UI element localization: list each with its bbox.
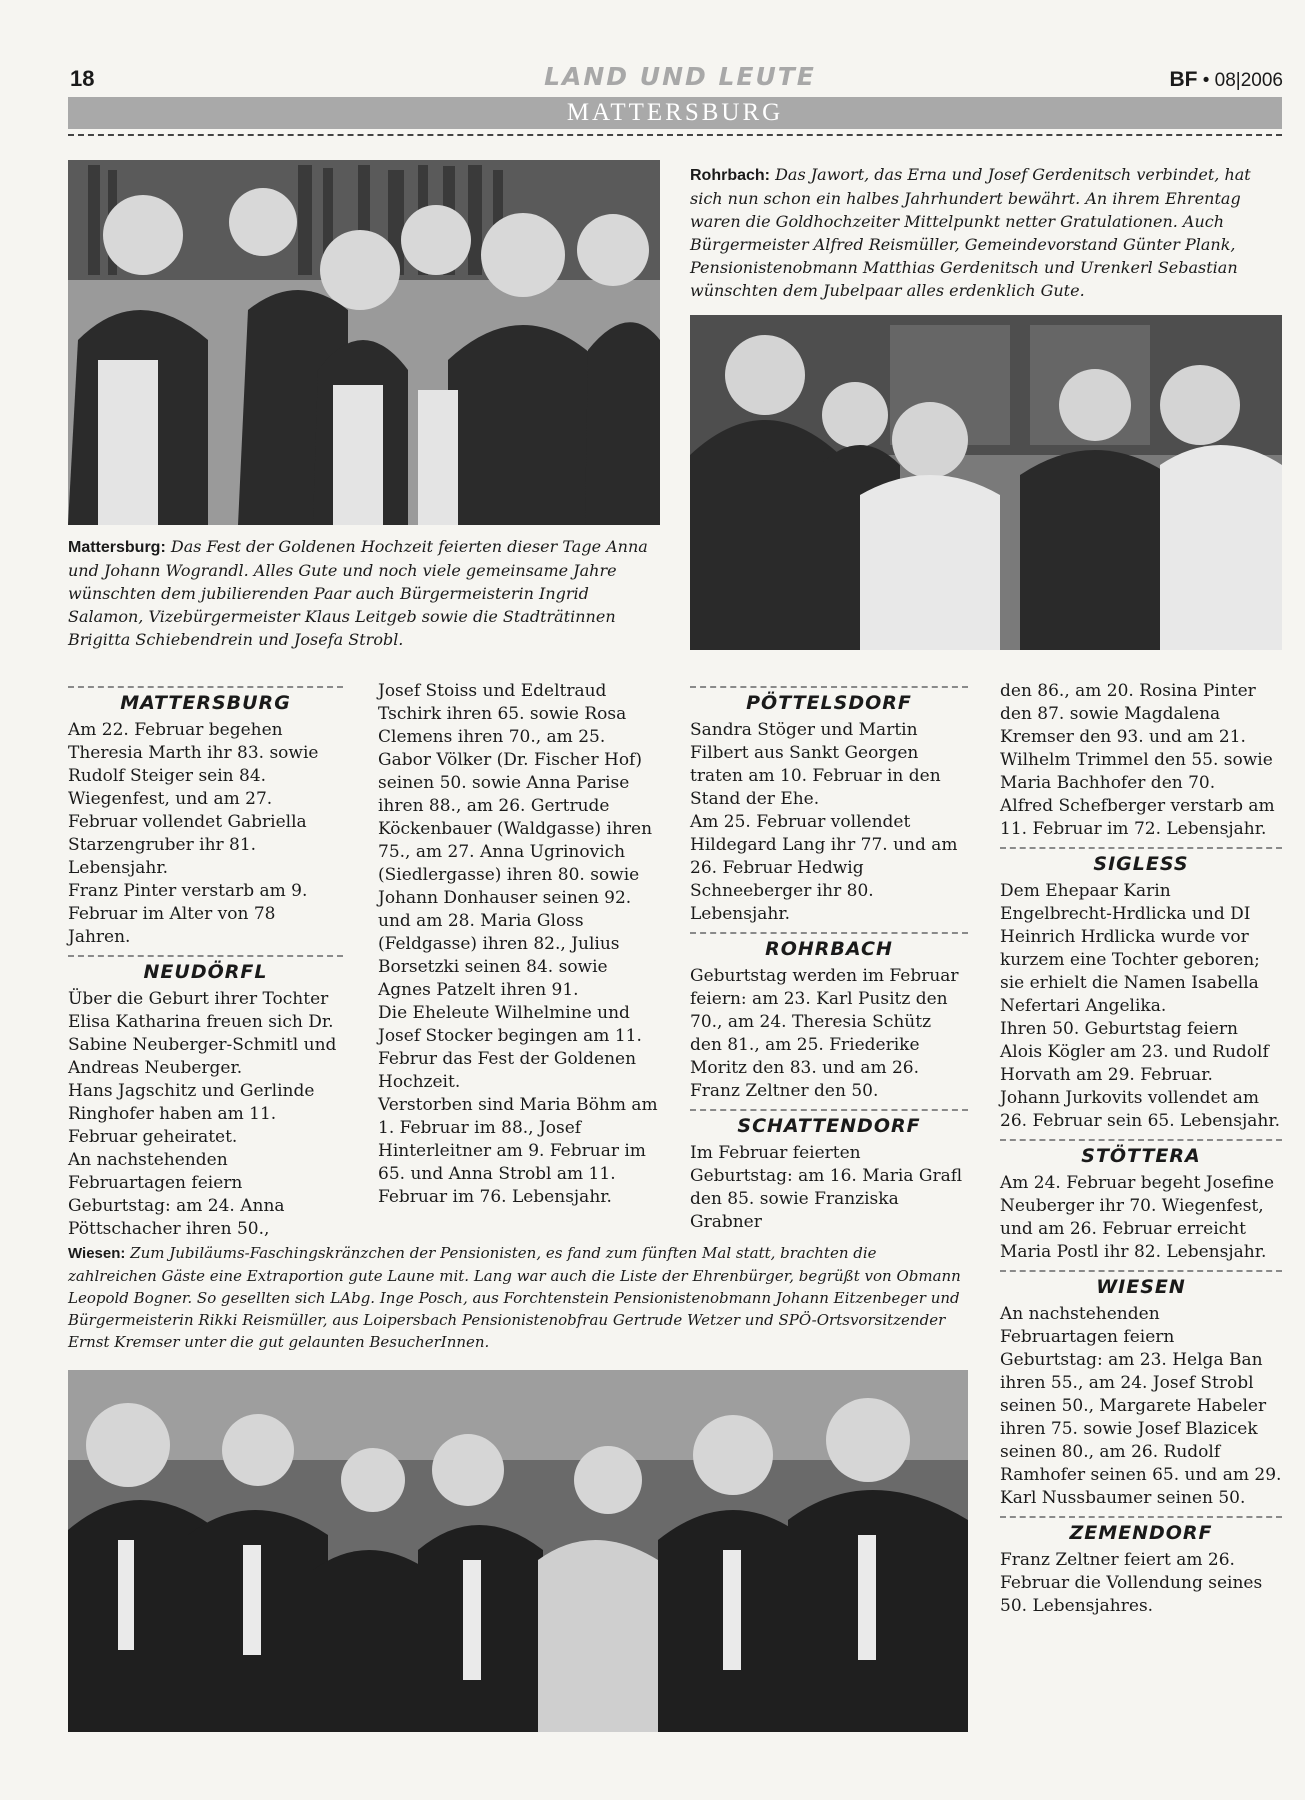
paragraph: den 86., am 20. Rosina Pinter den 87. sowie Magdalena Kremser den 93. und am 21. Wilhelm Trimmel den 55. sowie Maria Bachhofer den 70. (1000, 681, 1273, 793)
article-neudoerfl (68, 955, 343, 1241)
heading-zemendorf: ZEMENDORF (1000, 1516, 1282, 1545)
article-schattendorf (690, 1109, 968, 1234)
column-1 (68, 686, 343, 1241)
paragraph: Über die Geburt ihrer Tochter Elisa Katharina freuen sich Dr. Sabine Neuberger-Schmitl und Andreas Neuberger. (68, 989, 337, 1078)
article-zemendorf (1000, 1516, 1282, 1618)
article-rohrbach (690, 932, 968, 1103)
paragraph: Johann Jurkovits vollendet am 26. Februar sein 65. Lebensjahr. (1000, 1088, 1280, 1131)
paragraph: Am 22. Februar begehen Theresia Marth ihr 83. sowie Rudolf Steiger sein 84. Wiegenfest, und am 27. Februar vollendet Gabriella Starzengruber ihr 81. Lebensjahr. (68, 720, 319, 878)
header-rule (68, 134, 1282, 136)
paragraph: Verstorben sind Maria Böhm am 1. Februar im 88., Josef Hinterleitner am 9. Februar im 65. und Anna Strobl am 11. Februar im 76. Lebensjahr. (378, 1095, 658, 1207)
paragraph: Dem Ehepaar Karin Engelbrecht-Hrdlicka und DI Heinrich Hrdlicka wurde vor kurzem eine Tochter geboren; sie erhielt die Namen Isabella Nefertari Angelika. (1000, 881, 1260, 1016)
photo-wiesen (68, 1370, 968, 1732)
page-number: 18 (70, 66, 95, 91)
heading-mattersburg: MATTERSBURG (68, 686, 343, 715)
caption-mattersburg (68, 535, 660, 651)
paragraph: Am 25. Februar vollendet Hildegard Lang ihr 77. und am 26. Februar Hedwig Schneeberger ihr 80. Lebensjahr. (690, 812, 958, 924)
paragraph: Hans Jagschitz und Gerlinde Ringhofer haben am 11. Februar geheiratet. (68, 1081, 315, 1147)
article-mattersburg (68, 686, 343, 949)
column-4 (1000, 680, 1282, 1618)
paragraph: Franz Pinter verstarb am 9. Februar im Alter von 78 Jahren. (68, 881, 308, 947)
paragraph: Alfred Schefberger verstarb am 11. Februar im 72. Lebensjahr. (1000, 796, 1275, 839)
region-title: MATTERSBURG (566, 99, 784, 126)
article-wiesen (1000, 1270, 1282, 1510)
paragraph: Am 24. Februar begeht Josefine Neuberger ihr 70. Wiegenfest, und am 26. Februar erreicht Maria Postl ihr 82. Lebensjahr. (1000, 1173, 1275, 1262)
heading-poettelsdorf: PÖTTELSDORF (690, 686, 968, 715)
caption-text: Das Fest der Goldenen Hochzeit feierten dieser Tage Anna und Johann Wograndl. Alles Gute und noch viele gemeinsame Jahre wünschten dem jubilierenden Paar auch Bürgermeisterin Ingrid Salamon, Vizebürgermeister Klaus Leitgeb sowie die Stadträtinnen Brigitta Schiebendrein und Josefa Strobl. (68, 537, 648, 649)
heading-stoettera: STÖTTERA (1000, 1139, 1282, 1168)
caption-wiesen (68, 1242, 968, 1353)
separator-dot: • (1202, 70, 1210, 91)
paragraph: Geburtstag werden im Februar feiern: am 23. Karl Pusitz den 70., am 24. Theresia Schütz den 81., am 25. Friederike Moritz den 83. und am 26. Franz Zeltner den 50. (690, 966, 959, 1101)
caption-rohrbach (690, 163, 1282, 302)
article-sigless (1000, 847, 1282, 1133)
paragraph: Josef Stoiss und Edeltraud Tschirk ihren 65. sowie Rosa Clemens ihren 70., am 25. Gabor Völker (Dr. Fischer Hof) seinen 50. sowie Anna Parise ihren 88., am 26. Gertrude Köckenbauer (Waldgasse) ihren 75., am 27. Anna Ugrinovich (Siedlergasse) ihren 80. sowie Johann Donhauser seinen 92. und am 28. Maria Gloss (Feldgasse) ihren 82., Julius Borsetzki seinen 84. sowie Agnes Patzelt ihren 91. (378, 681, 653, 1000)
column-2 (378, 680, 660, 1209)
publication-name: BF (1169, 68, 1198, 91)
heading-schattendorf: SCHATTENDORF (690, 1109, 968, 1138)
paragraph: Franz Zeltner feiert am 26. Februar die Vollendung seines 50. Lebensjahres. (1000, 1550, 1263, 1616)
paragraph: Ihren 50. Geburtstag feiern Alois Kögler am 23. und Rudolf Horvath am 29. Februar. (1000, 1019, 1269, 1085)
paragraph: Im Februar feierten Geburtstag: am 16. Maria Grafl den 85. sowie Franziska Grabner (690, 1143, 963, 1232)
column-3 (690, 686, 968, 1234)
caption-place: Mattersburg: (68, 539, 166, 556)
heading-wiesen: WIESEN (1000, 1270, 1282, 1299)
issue-info (1169, 68, 1283, 92)
paragraph: Sandra Stöger und Martin Filbert aus Sankt Georgen traten am 10. Februar in den Stand der Ehe. (690, 720, 941, 809)
heading-rohrbach: ROHRBACH (690, 932, 968, 961)
paragraph: An nachstehenden Februartagen feiern Geburtstag: am 23. Helga Ban ihren 55., am 24. Josef Strobl seinen 50., Margarete Habeler ihren 75. sowie Josef Blazicek seinen 80., am 26. Rudolf Ramhofer seinen 65. und am 29. Karl Nussbaumer seinen 50. (1000, 1304, 1282, 1508)
paragraph: Die Eheleute Wilhelmine und Josef Stocker begingen am 11. Februr das Fest der Goldenen Hochzeit. (378, 1003, 642, 1092)
caption-text: Zum Jubiläums-Faschingskränzchen der Pensionisten, es fand zum fünften Mal statt, brachten die zahlreichen Gäste eine Extraportion gute Laune mit. Lang war auch die Liste der Ehrenbürger, begrüßt von Obmann Leopold Bogner. So gesellten sich LAbg. Inge Posch, aus Forchtenstein Pensionistenobmann Johann Eitzenbeger und Bürgermeisterin Rikki Reismüller, aus Loipersbach Pensionistenobfrau Gertrude Wetzer und SPÖ-Ortsvorsitzender Ernst Kremser unter die gut gelaunten BesucherInnen. (68, 1244, 961, 1351)
heading-sigless: SIGLESS (1000, 847, 1282, 876)
issue-number: 08|2006 (1214, 70, 1283, 91)
photo-rohrbach (690, 315, 1282, 650)
section-title: LAND UND LEUTE (544, 62, 816, 91)
paragraph: An nachstehenden Februartagen feiern Geburtstag: am 24. Anna Pöttschacher ihren 50., (68, 1150, 285, 1239)
article-poettelsdorf (690, 686, 968, 926)
caption-place: Rohrbach: (690, 167, 770, 184)
caption-place: Wiesen: (68, 1245, 126, 1262)
heading-neudoerfl: NEUDÖRFL (68, 955, 343, 984)
photo-mattersburg (68, 160, 660, 525)
article-stoettera (1000, 1139, 1282, 1264)
caption-text: Das Jawort, das Erna und Josef Gerdenitsch verbindet, hat sich nun schon ein halbes Jahrhundert bewährt. An ihrem Ehrentag waren die Goldhochzeiter Mittelpunkt netter Gratulationen. Auch Bürgermeister Alfred Reismüller, Gemeindevorstand Günter Plank, Pensionistenobmann Matthias Gerdenitsch und Urenkerl Sebastian wünschten dem Jubelpaar alles erdenklich Gute. (690, 165, 1251, 300)
